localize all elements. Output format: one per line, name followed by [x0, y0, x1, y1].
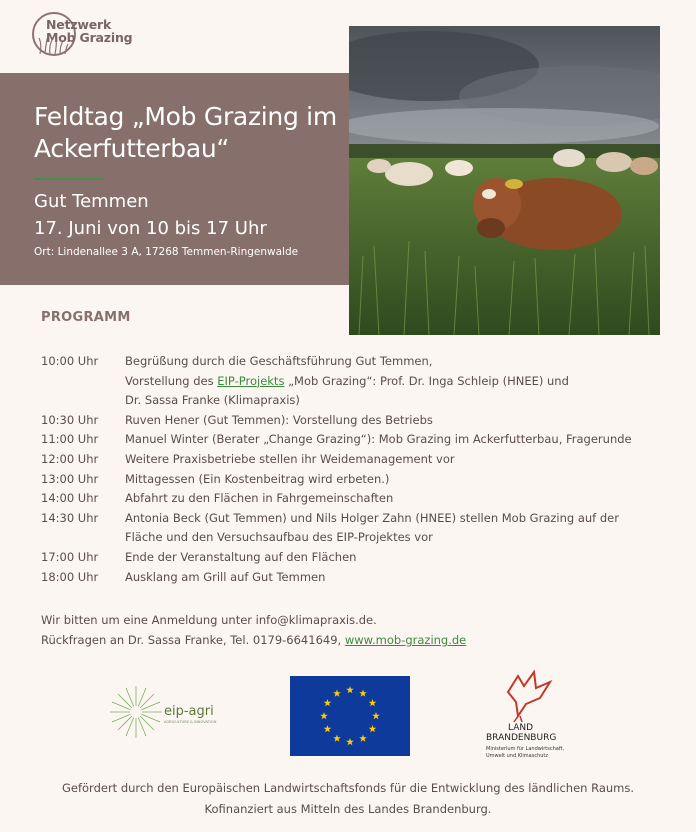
schedule-row: [41, 489, 661, 509]
logo-line-1: Netzwerk: [46, 17, 112, 32]
logo-line-2: Mob Grazing: [46, 30, 133, 45]
network-logo: [30, 10, 140, 62]
event-date: 17. Juni von 10 bis 17 Uhr: [34, 218, 267, 239]
funding-footer: [0, 778, 696, 820]
website-link[interactable]: www.mob-grazing.de: [344, 633, 467, 647]
registration-text: Wir bitten um eine Anmeldung unter info@klimapraxis.de.: [41, 613, 377, 627]
schedule-time: [41, 528, 125, 548]
logo-text: [46, 18, 132, 44]
contact-info: [41, 610, 466, 650]
schedule-row: [41, 568, 661, 588]
program-schedule: [41, 352, 661, 587]
schedule-row: [41, 430, 661, 450]
schedule-row: [41, 391, 661, 411]
footer-line-2: Kofinanziert aus Mitteln des Landes Brandenburg.: [204, 802, 492, 816]
schedule-desc: Ruven Hener (Gut Temmen): Vorstellung des Betriebs: [125, 412, 433, 427]
schedule-row: [41, 548, 661, 568]
schedule-time: 13:00 Uhr: [41, 471, 99, 486]
event-title: Feldtag „Mob Grazing im Ackerfutterbau“: [34, 102, 337, 163]
schedule-time: 17:00 Uhr: [41, 549, 99, 564]
bb-ministry-1: Ministerium für Landwirtschaft,: [486, 746, 565, 752]
schedule-desc: Ende der Veranstaltung auf den Flächen: [125, 549, 357, 564]
schedule-time: [41, 372, 125, 392]
schedule-desc-post: „Mob Grazing“: Prof. Dr. Inga Schleip (HNEE) und: [284, 373, 569, 388]
schedule-desc: Manuel Winter (Berater „Change Grazing“): Mob Grazing im Ackerfutterbau, Fragerunde: [125, 432, 632, 447]
eu-flag: [290, 676, 410, 756]
schedule-row: [41, 528, 661, 548]
schedule-time: 14:30 Uhr: [41, 510, 99, 525]
brandenburg-logo: [478, 670, 588, 762]
schedule-row: [41, 352, 661, 372]
eip-name: eip-agri: [164, 704, 214, 719]
program-heading: PROGRAMM: [41, 310, 131, 325]
schedule-desc: Dr. Sassa Franke (Klimapraxis): [125, 393, 300, 408]
schedule-desc: Antonia Beck (Gut Temmen) und Nils Holger Zahn (HNEE) stellen Mob Grazing auf der: [125, 510, 619, 525]
bb-line-2: BRANDENBURG: [486, 733, 557, 743]
schedule-time: 10:30 Uhr: [41, 412, 99, 427]
schedule-time: 12:00 Uhr: [41, 451, 99, 466]
schedule-time: [41, 391, 125, 411]
schedule-row: [41, 470, 661, 490]
bb-ministry-2: Umwelt und Klimaschutz: [486, 753, 549, 759]
schedule-row: [41, 372, 661, 392]
schedule-desc: Weitere Praxisbetriebe stellen ihr Weidemanagement vor: [125, 451, 455, 466]
sponsor-logos: [0, 670, 696, 765]
contact-text: Rückfragen an Dr. Sassa Franke, Tel. 0179-6641649,: [41, 633, 345, 647]
schedule-time: 10:00 Uhr: [41, 354, 99, 368]
event-venue: Gut Temmen: [34, 191, 149, 212]
schedule-time: 14:00 Uhr: [41, 491, 99, 506]
schedule-desc: Fläche und den Versuchsaufbau des EIP-Projektes vor: [125, 530, 433, 545]
schedule-row: [41, 411, 661, 431]
schedule-desc: [125, 372, 661, 392]
footer-line-1: Gefördert durch den Europäischen Landwirtschaftsfonds für die Entwicklung des ländlichen Raums.: [61, 781, 635, 795]
event-address: Ort: Lindenallee 3 A, 17268 Temmen-Ringenwalde: [34, 246, 299, 258]
schedule-row: [41, 450, 661, 470]
schedule-desc-pre: Vorstellung des: [125, 373, 218, 388]
eip-subtitle: AGRICULTURE & INNOVATION: [164, 720, 217, 724]
bb-line-1: LAND: [508, 723, 534, 733]
schedule-desc: Abfahrt zu den Flächen in Fahrgemeinschaften: [125, 491, 394, 506]
contact-line: [41, 630, 466, 650]
schedule-time: 11:00 Uhr: [41, 432, 99, 447]
schedule-desc: Begrüßung durch die Geschäftsführung Gut Temmen,: [125, 354, 433, 368]
schedule-row: [41, 509, 661, 529]
title-divider: [34, 178, 104, 180]
eip-agri-logo: [108, 682, 228, 742]
schedule-desc: Mittagessen (Ein Kostenbeitrag wird erbeten.): [125, 471, 390, 486]
eip-project-link[interactable]: EIP-Projekts: [217, 373, 285, 388]
schedule-desc: Ausklang am Grill auf Gut Temmen: [125, 569, 326, 584]
schedule-time: 18:00 Uhr: [41, 569, 99, 584]
cattle-photo: [349, 26, 660, 335]
